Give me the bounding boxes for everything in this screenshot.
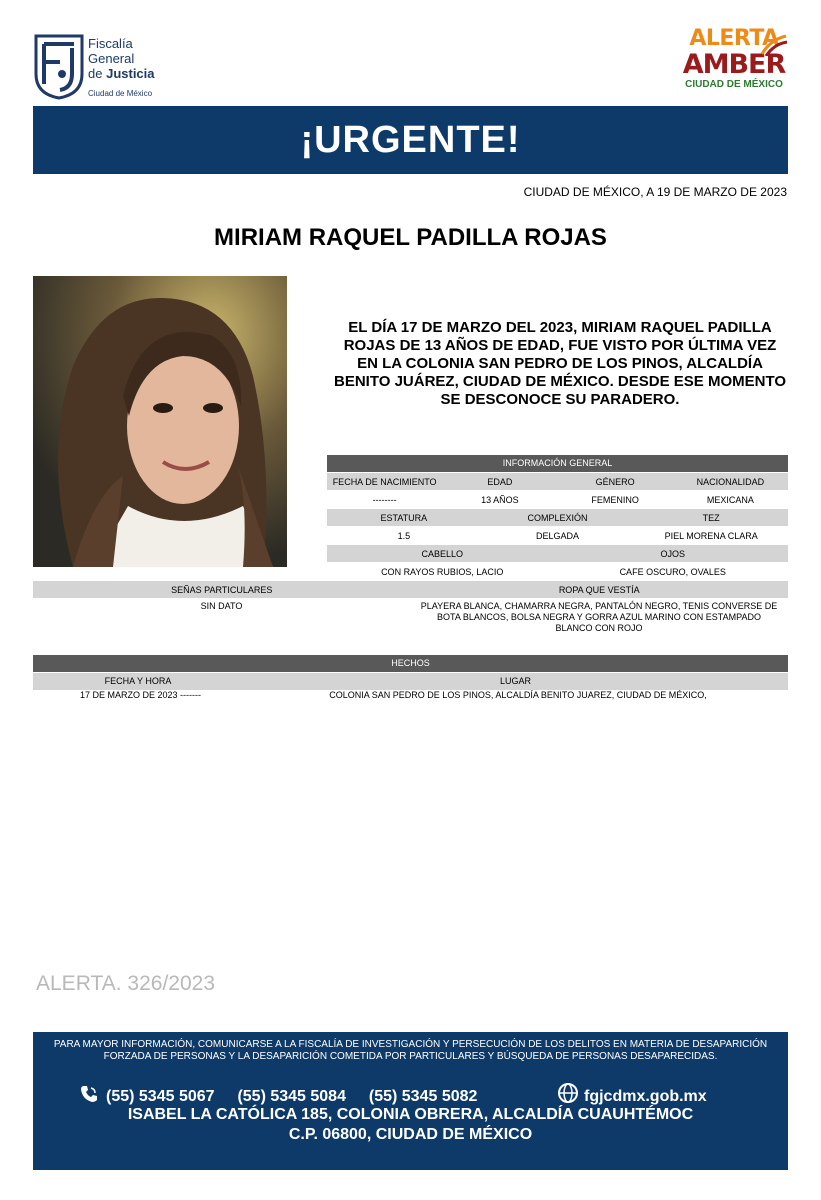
amber-wave-icon bbox=[760, 30, 788, 56]
header-edad: EDAD bbox=[487, 476, 513, 487]
value-tez: PIEL MORENA CLARA bbox=[664, 530, 758, 541]
phone-2[interactable]: (55) 5345 5084 bbox=[237, 1088, 346, 1105]
value-fecha-nacimiento: -------- bbox=[372, 494, 397, 505]
footer-info bbox=[33, 1039, 788, 1063]
fgj-name bbox=[88, 36, 155, 101]
amber-line3: CIUDAD DE MÉXICO bbox=[685, 79, 783, 90]
footer-contact-panel bbox=[33, 1032, 788, 1170]
footer-info-line1: PARA MAYOR INFORMACIÓN, COMUNICARSE A LA FISCALÍA DE INVESTIGACIÓN Y PERSECUCIÓN DE LOS DELITOS EN MATERIA DE DESAPARICIÓN bbox=[53, 1039, 768, 1050]
phone-3[interactable]: (55) 5345 5082 bbox=[368, 1088, 478, 1105]
narrative-text: EL DÍA 17 DE MARZO DEL 2023, MIRIAM RAQUEL PADILLA ROJAS DE 13 AÑOS DE EDAD, FUE VISTO POR ÚLTIMA VEZ EN LA COLONIA SAN PEDRO DE LOS PINOS, ALCALDÍA BENITO JUÁREZ, CIUDAD DE MÉXICO. DESDE ESE MOMENTO SE DESCONOCE SU PARADERO. bbox=[334, 319, 786, 408]
info-row1-values bbox=[327, 491, 788, 508]
phone-icon bbox=[79, 1084, 99, 1104]
value-estatura: 1.5 bbox=[397, 530, 411, 541]
header-fecha-hora: FECHA Y HORA bbox=[104, 676, 172, 686]
senas-ropa-headers bbox=[33, 581, 788, 598]
alert-number: ALERTA. 326/2023 bbox=[36, 972, 216, 995]
value-ropa: PLAYERA BLANCA, CHAMARRA NEGRA, PANTALÓN NEGRO, TENIS CONVERSE DE BOTA BLANCOS, BOLSA NEGRA Y GORRA AZUL MARINO CON ESTAMPADO BLANCO CON ROJO bbox=[420, 601, 778, 633]
header-tez: TEZ bbox=[702, 512, 720, 523]
fgj-line3-bold: Justicia bbox=[106, 66, 155, 81]
urgent-banner: ¡URGENTE! bbox=[33, 106, 788, 174]
dateline: CIUDAD DE MÉXICO, A 19 DE MARZO DE 2023 bbox=[523, 185, 787, 199]
value-fecha-hora: 17 DE MARZO DE 2023 ------- bbox=[79, 690, 202, 700]
info-row1-headers bbox=[327, 473, 788, 490]
value-complexion: DELGADA bbox=[536, 530, 580, 541]
globe-icon bbox=[557, 1082, 579, 1104]
phone-1[interactable]: (55) 5345 5067 bbox=[106, 1088, 215, 1105]
phone-numbers bbox=[106, 1088, 477, 1106]
fgj-line2: General bbox=[88, 51, 135, 66]
header-fecha-nacimiento: FECHA DE NACIMIENTO bbox=[332, 476, 437, 487]
header-senas: SEÑAS PARTICULARES bbox=[171, 584, 273, 595]
info-row2-values bbox=[327, 527, 788, 544]
value-edad: 13 AÑOS bbox=[481, 494, 519, 505]
fgj-line3-prefix: de bbox=[88, 66, 103, 81]
address-line2: C.P. 06800, CIUDAD DE MÉXICO bbox=[288, 1126, 533, 1143]
value-cabello: CON RAYOS RUBIOS, LACIO bbox=[381, 566, 504, 577]
header-lugar: LUGAR bbox=[499, 676, 531, 686]
header-nacionalidad: NACIONALIDAD bbox=[696, 476, 765, 487]
amber-line1: ALERTA bbox=[689, 26, 779, 51]
header-ropa: ROPA QUE VESTÍA bbox=[558, 584, 640, 595]
header-ojos: OJOS bbox=[660, 548, 685, 559]
address-line1: ISABEL LA CATÓLICA 185, COLONIA OBRERA, ALCALDÍA CUAUHTÉMOC bbox=[127, 1106, 694, 1123]
hechos-header: HECHOS bbox=[33, 655, 788, 672]
value-nacionalidad: MEXICANA bbox=[706, 494, 754, 505]
header-genero: GÉNERO bbox=[595, 476, 635, 487]
amber-line2: AMBER bbox=[682, 49, 786, 80]
value-senas: SIN DATO bbox=[200, 601, 243, 611]
info-general-header: INFORMACIÓN GENERAL bbox=[327, 455, 788, 472]
info-row3-values bbox=[327, 563, 788, 580]
missing-person-photo bbox=[33, 276, 287, 567]
footer-info-line2: FORZADA DE PERSONAS Y LA DESAPARICIÓN COMETIDA POR PARTICULARES Y BÚSQUEDA DE PERSONAS DESAPARECIDAS. bbox=[103, 1051, 718, 1062]
header-estatura: ESTATURA bbox=[380, 512, 428, 523]
value-lugar: COLONIA SAN PEDRO DE LOS PINOS, ALCALDÍA BENITO JUAREZ, CIUDAD DE MÉXICO, bbox=[329, 690, 707, 700]
fgj-city: Ciudad de México bbox=[88, 89, 153, 98]
info-row2-headers bbox=[327, 509, 788, 526]
value-genero: FEMENINO bbox=[591, 494, 639, 505]
info-row3-headers bbox=[327, 545, 788, 562]
fgj-line1: Fiscalía bbox=[88, 36, 133, 51]
header-cabello: CABELLO bbox=[421, 548, 464, 559]
value-ojos: CAFE OSCURO, OVALES bbox=[619, 566, 726, 577]
person-name: MIRIAM RAQUEL PADILLA ROJAS bbox=[214, 224, 607, 251]
header-complexion: COMPLEXIÓN bbox=[527, 512, 588, 523]
website-link[interactable]: fgjcdmx.gob.mx bbox=[584, 1088, 707, 1105]
